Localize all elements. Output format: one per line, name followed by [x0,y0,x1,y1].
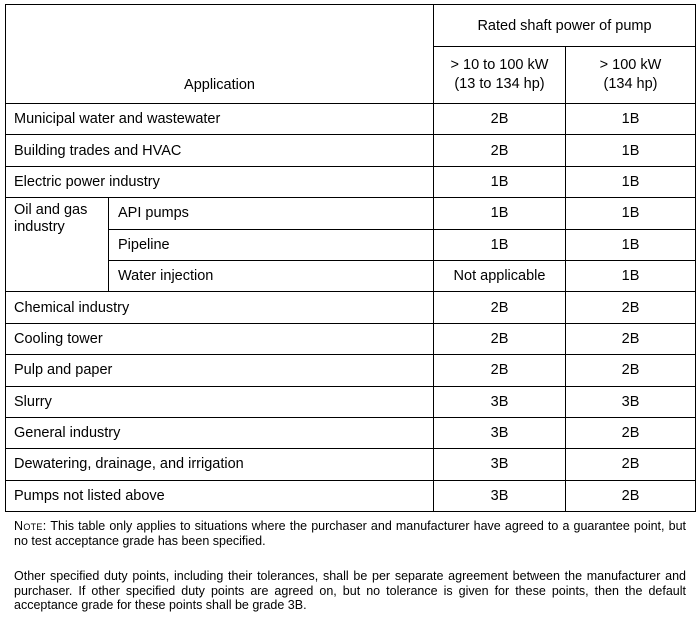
table-row [6,417,696,448]
header-application: Application [6,5,434,104]
group-oil-gas: Oil and gas industry [6,198,109,292]
grade-cell: 2B [434,355,566,386]
duty-points-paragraph: Other specified duty points, including their tolerances, shall be per separate agreement between the manufacturer and purchaser. If other specified duty points are agreed on, but no tolerance is given for these points, then the default acceptance grade for these points shall be grade 3B. [14,569,686,612]
grade-cell: 2B [566,417,696,448]
grade-cell: Not applicable [434,260,566,291]
header-col2-line2: (134 hp) [603,76,658,92]
table-row [6,229,696,260]
header-col2-line1: > 100 kW [599,57,662,73]
header-col1-line2: (13 to 134 hp) [454,76,545,92]
row-application: Pipeline [109,229,434,260]
grade-cell: 1B [566,198,696,229]
grade-cell: 2B [434,292,566,323]
header-col1-line1: > 10 to 100 kW [450,57,549,73]
table-row [6,292,696,323]
grade-cell: 3B [434,449,566,480]
row-application: Cooling tower [6,323,434,354]
table-row [6,323,696,354]
table-row [6,198,696,229]
row-application: Pulp and paper [6,355,434,386]
row-application: Chemical industry [6,292,434,323]
grade-cell: 1B [566,260,696,291]
grade-cell: 1B [566,166,696,197]
table-note [14,519,686,548]
row-application: General industry [6,417,434,448]
table-row [6,449,696,480]
grade-cell: 2B [566,323,696,354]
row-application: Water injection [109,260,434,291]
header-col-10-100kw [434,47,566,104]
grade-cell: 1B [566,104,696,135]
table-row [6,480,696,511]
note-prefix: Note: [14,519,47,533]
grade-cell: 2B [434,323,566,354]
grade-cell: 1B [434,166,566,197]
grade-cell: 2B [566,355,696,386]
grade-cell: 3B [434,417,566,448]
row-application: API pumps [109,198,434,229]
row-application: Slurry [6,386,434,417]
grade-cell: 1B [566,229,696,260]
header-col-100kw [566,47,696,104]
grade-cell: 1B [434,229,566,260]
grade-cell: 1B [434,198,566,229]
row-application: Municipal water and wastewater [6,104,434,135]
grade-cell: 2B [566,480,696,511]
grade-cell: 2B [566,292,696,323]
grade-cell: 3B [566,386,696,417]
row-application: Pumps not listed above [6,480,434,511]
row-application: Building trades and HVAC [6,135,434,166]
grade-cell: 2B [434,135,566,166]
table-row [6,166,696,197]
table-row [6,355,696,386]
note-text: This table only applies to situations where the purchaser and manufacturer have agreed to a guarantee point, but no test acceptance grade has been specified. [14,519,686,548]
table-row [6,135,696,166]
row-application: Electric power industry [6,166,434,197]
grade-cell: 3B [434,480,566,511]
table-row [6,104,696,135]
grade-cell: 1B [566,135,696,166]
row-application: Dewatering, drainage, and irrigation [6,449,434,480]
header-rated-shaft-power: Rated shaft power of pump [434,5,696,47]
grade-cell: 2B [434,104,566,135]
acceptance-grade-table [5,4,696,512]
grade-cell: 2B [566,449,696,480]
table-row [6,260,696,291]
table-row [6,386,696,417]
grade-cell: 3B [434,386,566,417]
